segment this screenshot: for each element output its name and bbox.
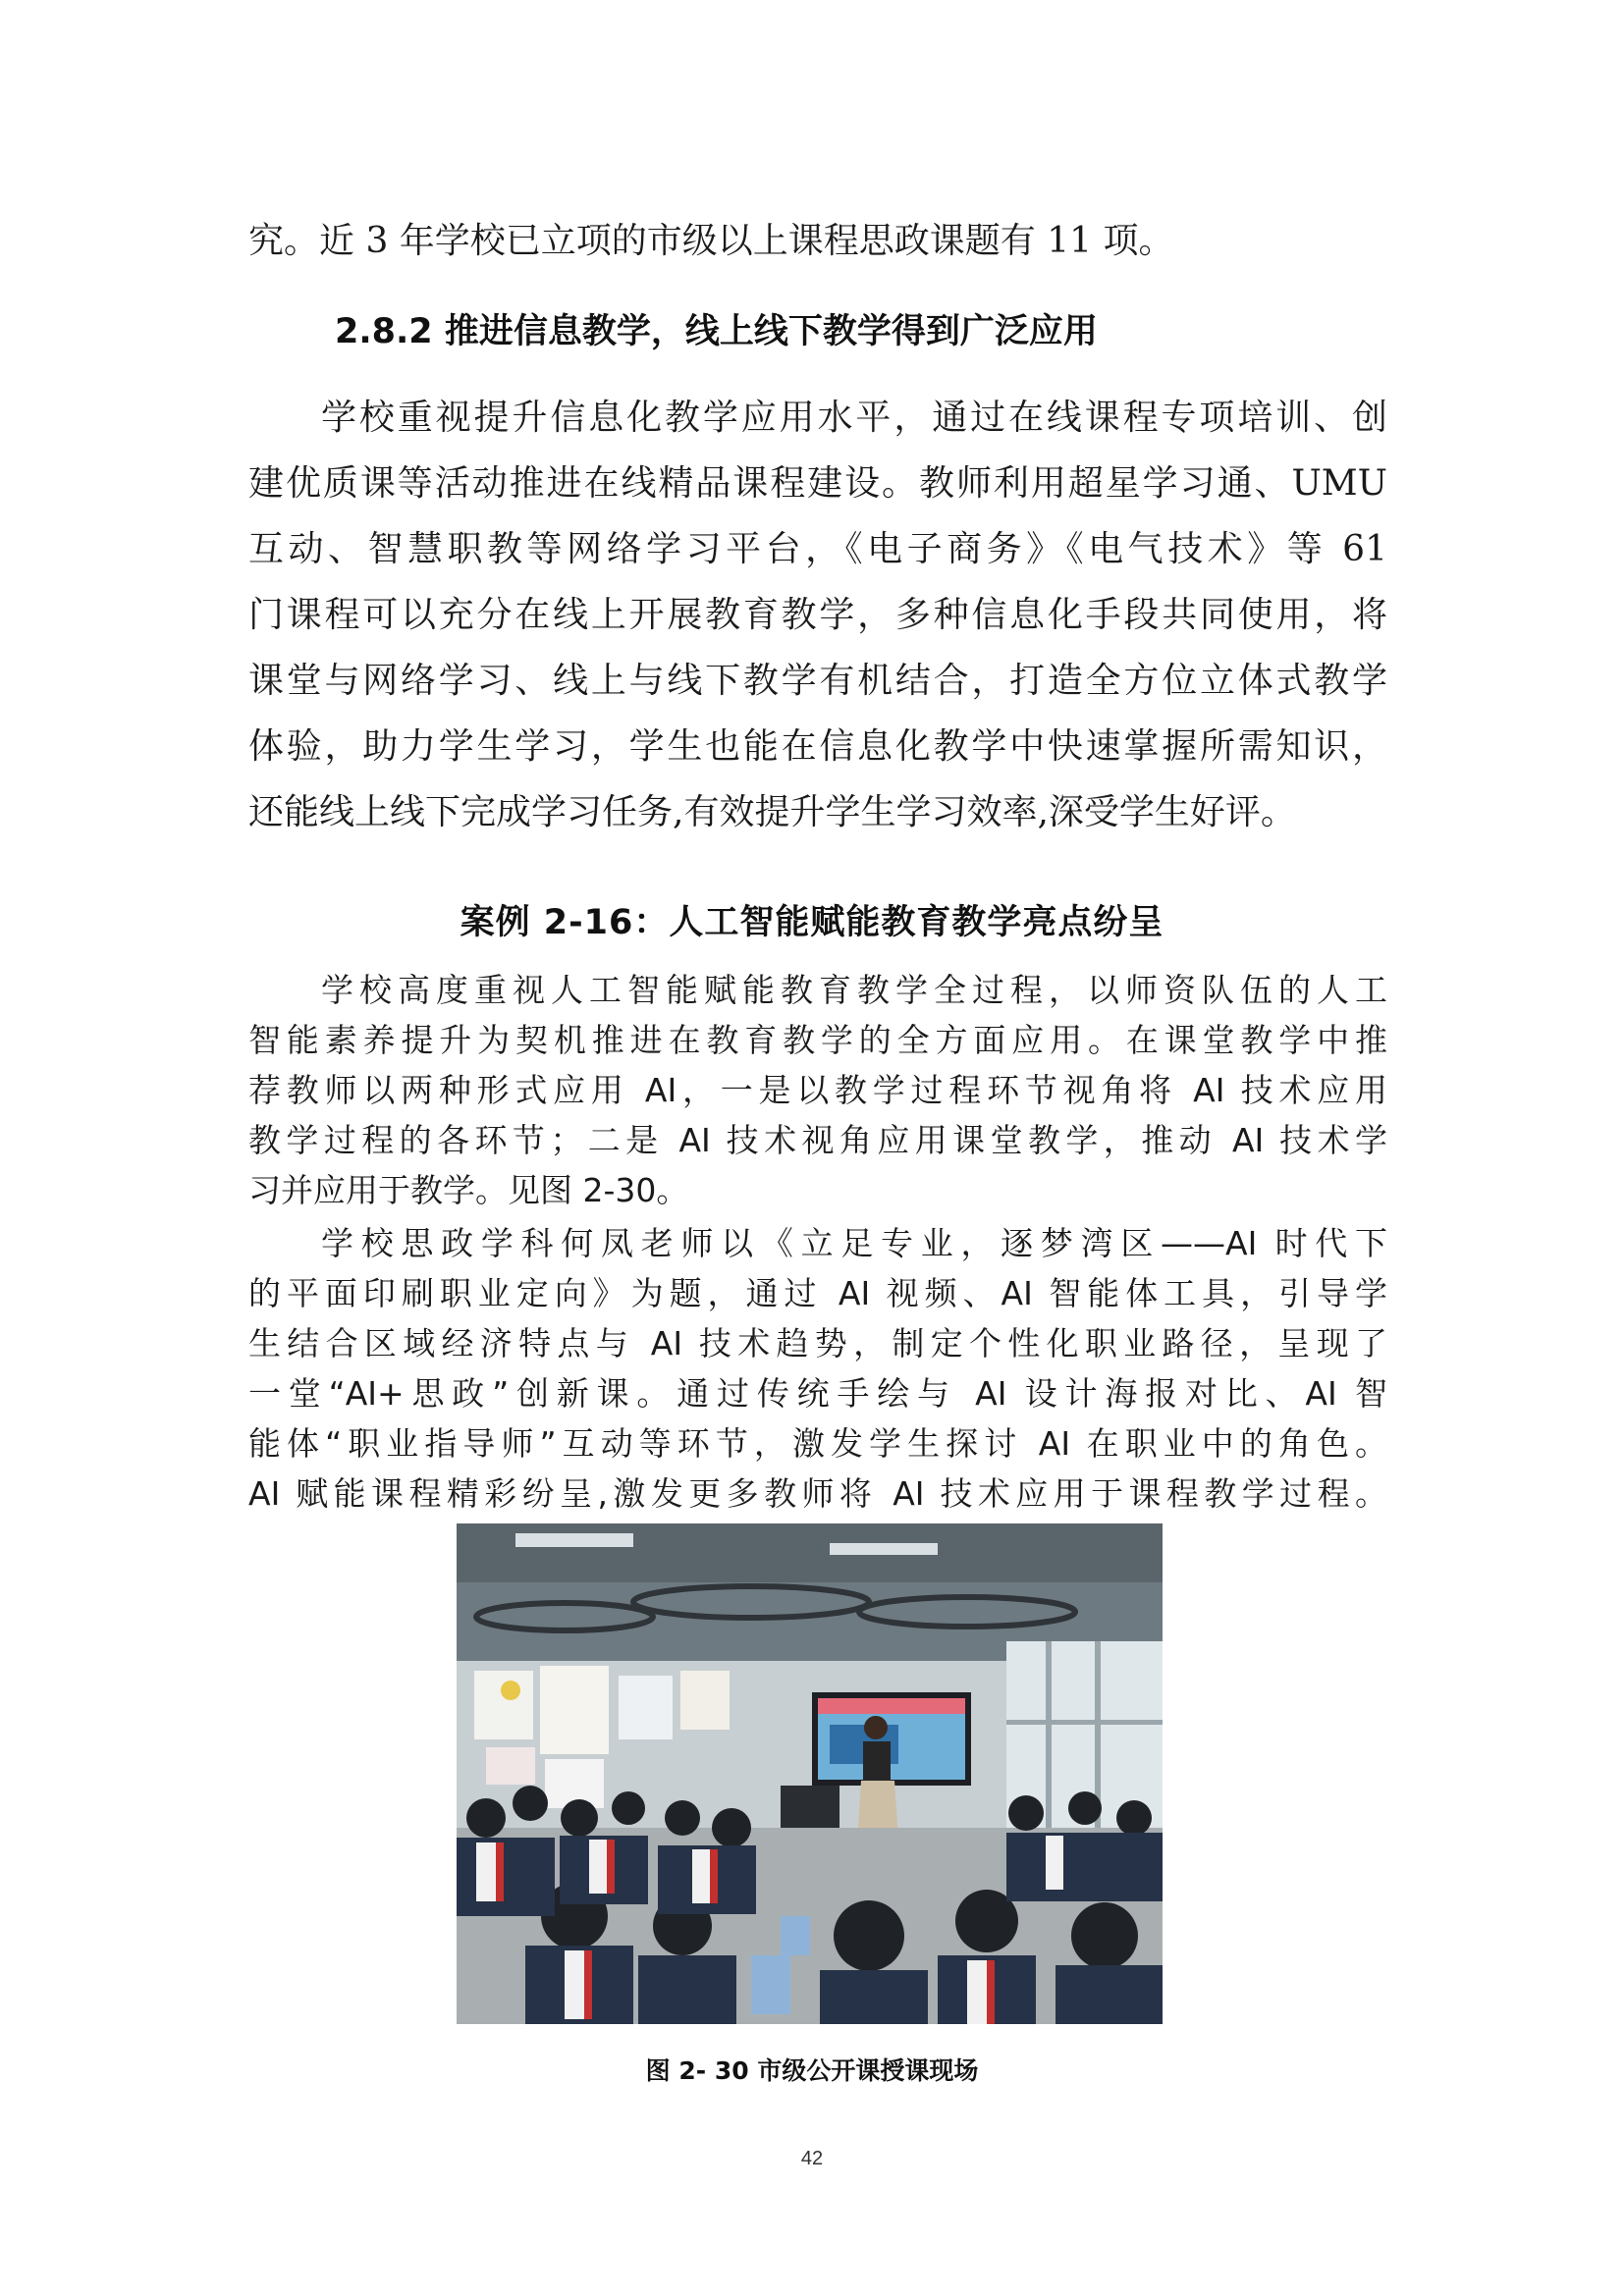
classroom-photo [457,1523,1163,2024]
paragraph-line: 学校重视提升信息化教学应用水平，通过在线课程专项培训、创 [321,398,1387,438]
paragraph-line: 教学过程的各环节；二是 AI 技术视角应用课堂教学，推动 AI 技术学 [248,1121,1387,1159]
paragraph-line: 互动、智慧职教等网络学习平台，《电子商务》《电气技术》等 61 [248,529,1387,569]
paragraph-line: 一堂“AI+思政”创新课。通过传统手绘与 AI 设计海报对比、AI 智 [248,1374,1387,1413]
paragraph-line: 建优质课等活动推进在线精品课程建设。教师利用超星学习通、UMU [248,463,1387,504]
section-paragraph [248,385,1387,845]
figure-caption: 图 2- 30 市级公开课授课现场 [645,2056,979,2085]
paragraph-line: 荐教师以两种形式应用 AI，一是以教学过程环节视角将 AI 技术应用 [248,1071,1387,1109]
paragraph-line: 体验，助力学生学习，学生也能在信息化教学中快速掌握所需知识， [248,726,1387,767]
paragraph-line: AI 赋能课程精彩纷呈,激发更多教师将 AI 技术应用于课程教学过程。 [248,1474,1387,1513]
paragraph-line: 学校高度重视人工智能赋能教育教学全过程，以师资队伍的人工 [321,971,1387,1009]
paragraph-line: 的平面印刷职业定向》为题，通过 AI 视频、AI 智能体工具，引导学 [248,1274,1387,1312]
case-title: 案例 2-16：人工智能赋能教育教学亮点纷呈 [460,903,1164,942]
paragraph-line: 能体“职业指导师”互动等环节，激发学生探讨 AI 在职业中的角色。 [248,1424,1387,1463]
paragraph-line: 还能线上线下完成学习任务,有效提升学生学习效率,深受学生好评。 [248,792,1296,832]
case-paragraph-2 [248,1218,1387,1519]
paragraph-line: 生结合区域经济特点与 AI 技术趋势，制定个性化职业路径，呈现了 [248,1324,1387,1362]
page-number: 42 [800,2148,824,2169]
case-paragraph-1 [248,965,1387,1215]
paragraph-line: 门课程可以充分在线上开展教育教学，多种信息化手段共同使用，将 [248,595,1387,635]
paragraph-line: 学校思政学科何凤老师以《立足专业，逐梦湾区——AI 时代下 [321,1224,1387,1262]
paragraph-line: 课堂与网络学习、线上与线下教学有机结合，打造全方位立体式教学 [248,661,1387,701]
paragraph-line: 智能素养提升为契机推进在教育教学的全方面应用。在课堂教学中推 [248,1021,1387,1059]
section-heading: 2.8.2 推进信息教学，线上线下教学得到广泛应用 [335,312,1098,351]
continuation-line: 究。近 3 年学校已立项的市级以上课程思政课题有 11 项。 [248,221,1174,261]
paragraph-line: 习并应用于教学。见图 2-30。 [248,1171,689,1209]
